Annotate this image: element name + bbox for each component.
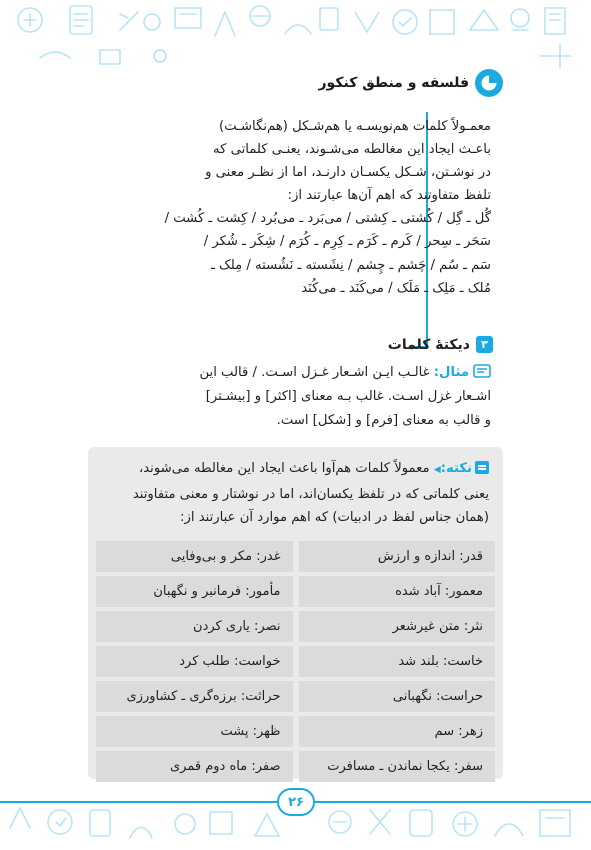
term-cell: خاست: بلند شد bbox=[299, 646, 496, 677]
chapter-header bbox=[319, 68, 504, 98]
note-label: نکته: bbox=[440, 461, 472, 476]
note-box bbox=[88, 447, 503, 779]
bottom-doodle-band bbox=[0, 788, 591, 850]
example-block bbox=[91, 361, 491, 433]
example-text: غالـب ایـن اشـعار غـزل اسـت. / قالب این bbox=[199, 365, 430, 380]
chapter-title: فلسفه و منطق کنکور bbox=[318, 75, 469, 91]
homograph-paragraph bbox=[164, 115, 491, 300]
example-icon bbox=[473, 364, 491, 378]
paragraph-line: مُلک ـ مَلِک ـ مَلَک / می‌کَنَد ـ می‌کُنَد bbox=[301, 280, 491, 296]
example-line: اشـعار غزل اسـت. غالب بـه معنای [اکثر] و [بیشـتر] bbox=[205, 389, 491, 404]
paragraph-line: معمـولاً کلمات هم‌نویسـه یا هم‌شـکل (هم‌نگاشـت) bbox=[219, 119, 491, 134]
term-cell: خواست: طلب کرد bbox=[96, 646, 293, 677]
top-doodle-band bbox=[0, 0, 591, 70]
paragraph-line: سَم ـ سُم / چَشم ـ چِشم / نِشَسته ـ نَشُسته / مِلک ـ bbox=[210, 257, 491, 273]
term-cell: نثر: متن غیرشعر bbox=[299, 611, 496, 642]
pie-chart-icon bbox=[475, 69, 503, 97]
example-line bbox=[91, 361, 491, 385]
note-line bbox=[99, 457, 489, 483]
example-label: مثال: bbox=[433, 365, 469, 380]
term-cell: قدر: اندازه و ارزش bbox=[299, 541, 496, 572]
example-line: و قالب به معنای [فرم] و [شکل] است. bbox=[276, 413, 491, 428]
note-line: (همان جناس لفظ در ادبیات) که اهم موارد آن عبارتند از: bbox=[180, 510, 489, 525]
note-text-first: معمولاً کلمات هم‌آوا باعث ایجاد این مغالطه می‌شوند، bbox=[139, 461, 430, 476]
section-number-badge: ۳ bbox=[476, 336, 493, 353]
section-heading bbox=[388, 336, 493, 353]
paragraph-line: باعـث ایجاد این مغالطه می‌شـوند، یعنـی کلماتی که bbox=[213, 142, 491, 158]
term-cell: ظهر: پشت bbox=[96, 716, 293, 747]
page-number: ۲۶ bbox=[277, 788, 315, 816]
term-cell: نصر: یاری کردن bbox=[96, 611, 293, 642]
term-cell: حراثت: برزه‌گری ـ کشاورزی bbox=[96, 681, 293, 712]
note-text bbox=[99, 457, 489, 530]
homophone-terms-grid bbox=[96, 541, 495, 782]
term-cell: زهر: سم bbox=[299, 716, 496, 747]
paragraph-line: گُل ـ گِل / کُشتی ـ کِشتی / می‌بَرد ـ می‌بُرد / کِشت ـ کُشت / bbox=[164, 211, 491, 227]
doodle-pattern-bottom bbox=[0, 788, 591, 850]
note-line: یعنی کلماتی که در تلفظ یکسان‌اند، اما در نوشتار و معنی متفاوتند bbox=[132, 486, 489, 502]
term-cell: حراست: نگهبانی bbox=[299, 681, 496, 712]
term-cell: صفر: ماه دوم قمری bbox=[96, 751, 293, 782]
paragraph-line: در نوشـتن، شـکل یکسـان دارنـد، اما از نظـر معنی و bbox=[205, 165, 491, 181]
term-cell: مأمور: فرمانبر و نگهبان bbox=[96, 576, 293, 607]
note-arrow-icon: ◀ bbox=[433, 465, 441, 475]
paragraph-line: سَحَر ـ سِحر / کَرم ـ کَرَم ـ کِرِم ـ کُرَم / شِکَر ـ شُکر / bbox=[203, 234, 491, 250]
note-icon bbox=[475, 461, 489, 474]
term-cell: غدر: مکر و بی‌وفایی bbox=[96, 541, 293, 572]
term-cell: سفر: یکجا نماندن ـ مسافرت bbox=[299, 751, 496, 782]
term-cell: معمور: آباد شده bbox=[299, 576, 496, 607]
section-title: دیکتهٔ کلمات bbox=[387, 336, 470, 353]
paragraph-line: تلفظ متفاوتند که اهم آن‌ها عبارتند از: bbox=[287, 188, 491, 204]
doodle-pattern-top bbox=[0, 0, 591, 70]
